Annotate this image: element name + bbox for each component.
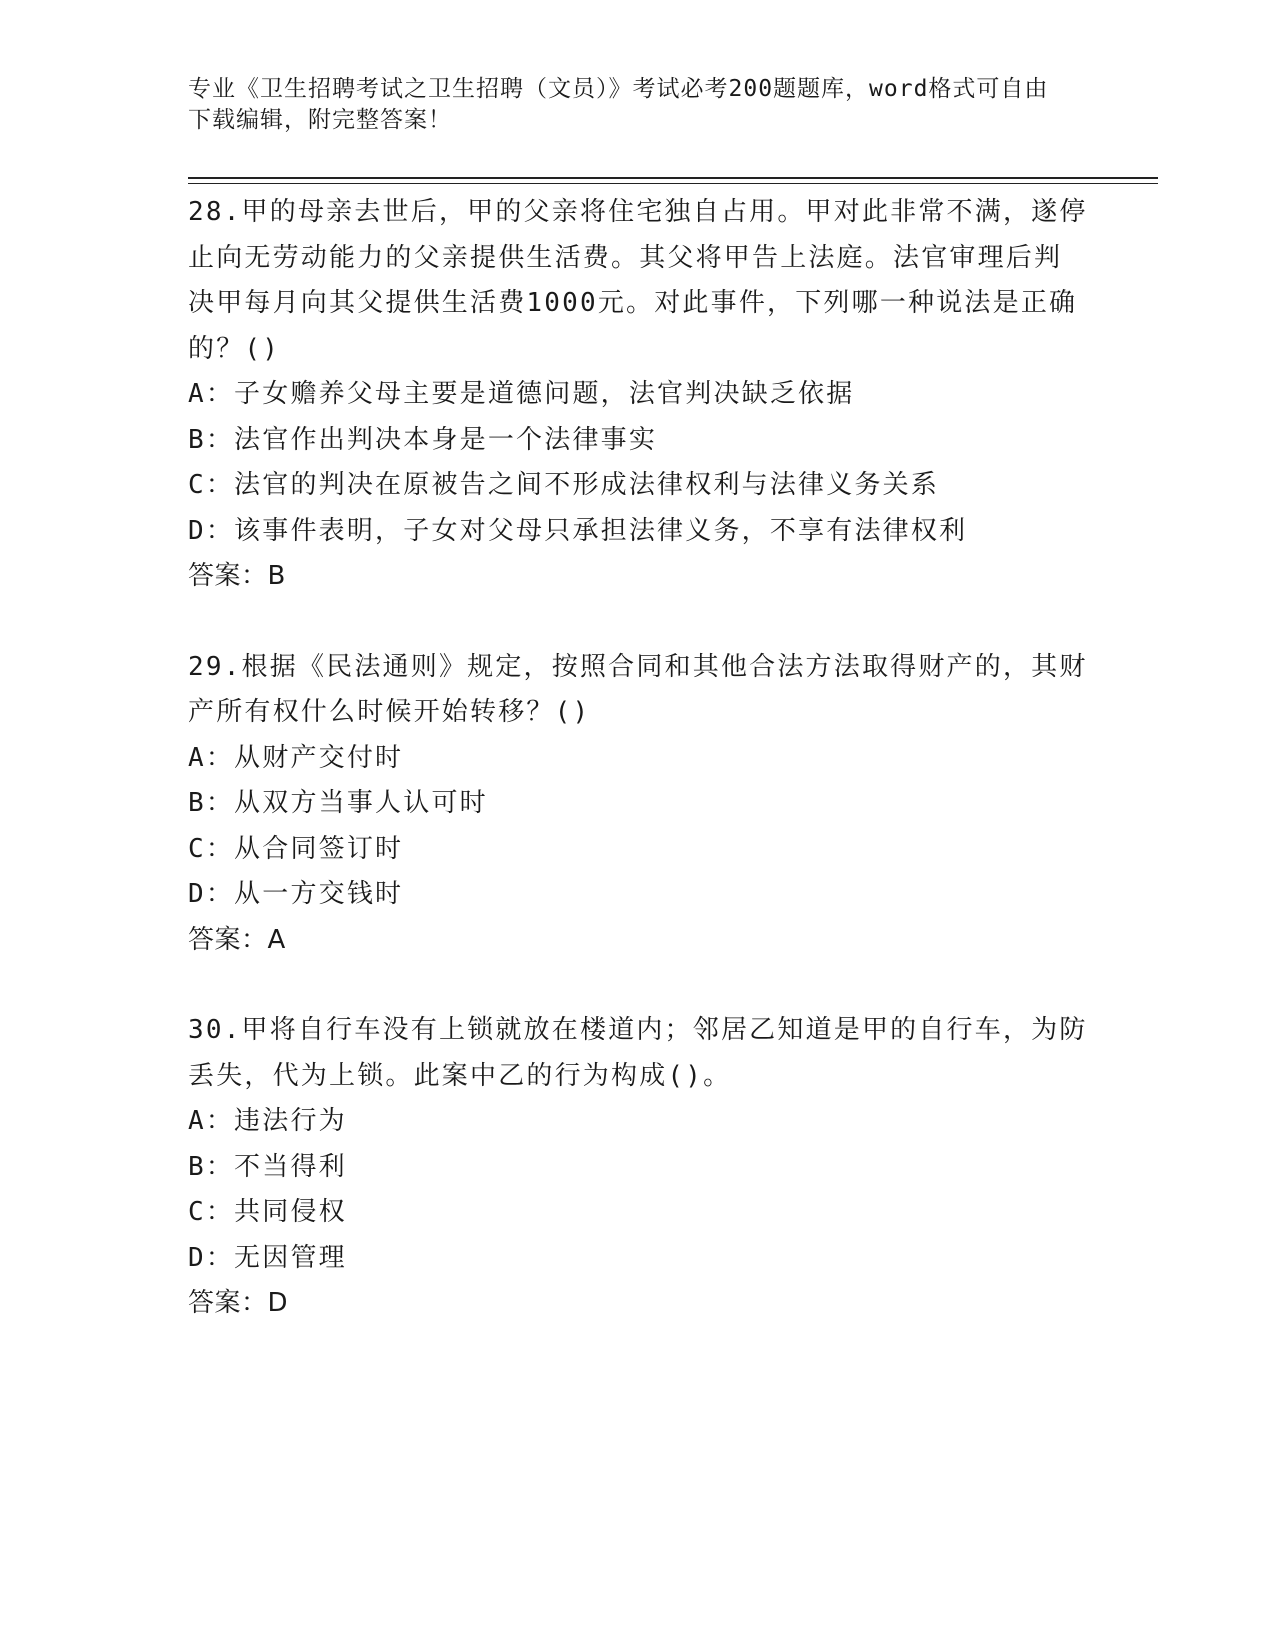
question-spacer [188,600,1088,645]
option-b: B：不当得利 [188,1151,347,1182]
question-30 [188,1008,1088,1327]
question-29 [188,645,1088,964]
option-d: D：该事件表明，子女对父母只承担法律义务，不享有法律权利 [188,515,968,546]
option-d: D：无因管理 [188,1242,347,1273]
option-d: D：从一方交钱时 [188,879,404,909]
answer-line: 答案：D [188,1288,289,1318]
question-list [188,190,1088,1327]
answer-line: 答案：B [188,561,286,591]
option-c: C：共同侵权 [188,1197,347,1227]
option-b: B：从双方当事人认可时 [188,788,488,818]
question-stem: 30.甲将自行车没有上锁就放在楼道内；邻居乙知道是甲的自行车，为防丢失，代为上锁。此案中乙的行为构成()。 [188,1015,1088,1091]
question-stem: 28.甲的母亲去世后，甲的父亲将住宅独自占用。甲对此非常不满，遂停止向无劳动能力的父亲提供生活费。其父将甲告上法庭。法官审理后判决甲每月向其父提供生活费1000元。对此事件，下列哪一种说法是正确的？() [188,197,1088,364]
option-b: B：法官作出判决本身是一个法律事实 [188,424,658,455]
header-rule-thick [188,177,1158,179]
answer-line: 答案：A [188,924,286,955]
header-rule-thin [188,183,1158,184]
question-spacer [188,963,1088,1008]
option-c: C：从合同签订时 [188,833,404,864]
option-c: C：法官的判决在原被告之间不形成法律权利与法律义务关系 [188,470,940,500]
question-28 [188,190,1088,600]
option-a: A：子女赡养父母主要是道德问题，法官判决缺乏依据 [188,379,855,409]
question-stem: 29.根据《民法通则》规定，按照合同和其他合法方法取得财产的，其财产所有权什么时候开始转移？() [188,651,1088,727]
option-a: A：从财产交付时 [188,742,404,773]
document-header: 专业《卫生招聘考试之卫生招聘（文员）》考试必考200题题库，word格式可自由下载编辑，附完整答案！ [188,76,1049,133]
option-a: A：违法行为 [188,1106,347,1136]
